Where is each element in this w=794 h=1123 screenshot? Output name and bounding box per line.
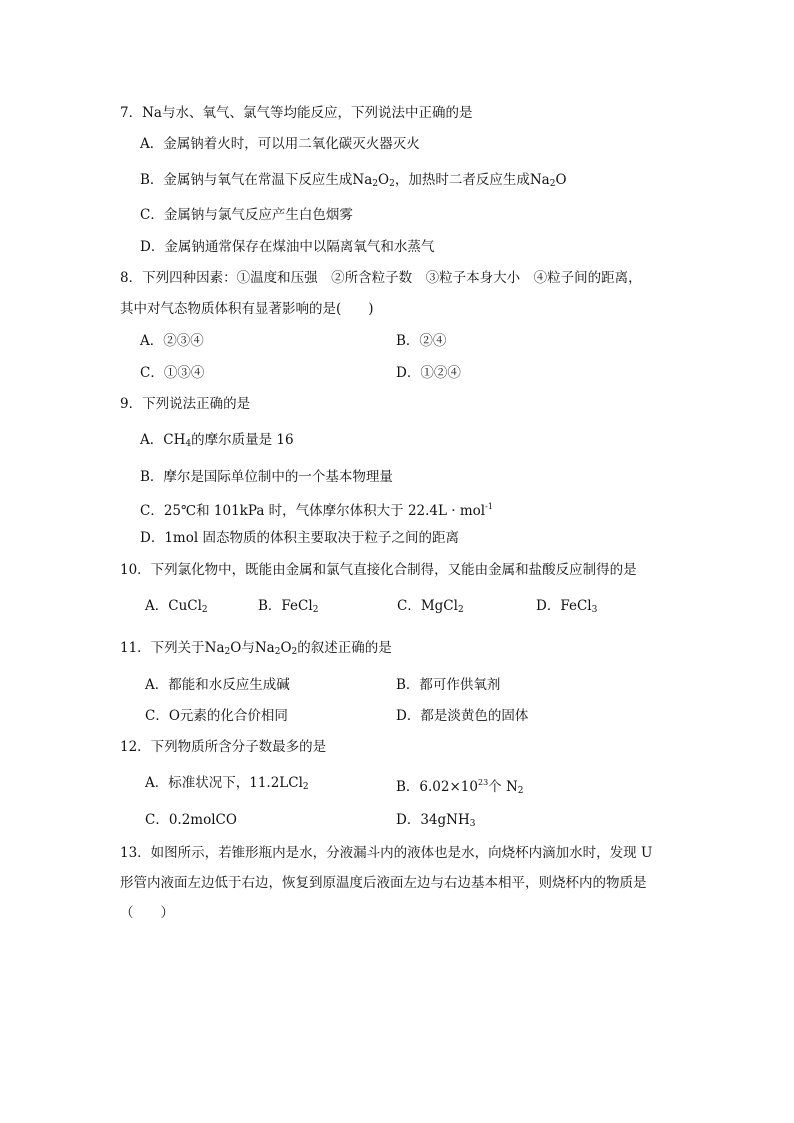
question-10-option-d: D．FeCl$_3$	[536, 598, 598, 615]
question-12-option-b: B．$6.02\times 10^{23}$个 $N_2$	[396, 778, 524, 796]
question-11-stem: 11．下列关于$Na_2O$与$Na_2O_2$的叙述正确的是	[120, 640, 392, 657]
question-11-option-d: D．都是淡黄色的固体	[396, 708, 529, 724]
question-12-option-d: D．34gNH$_3$	[396, 812, 476, 829]
question-9-option-a: A．$CH_4$的摩尔质量是 16	[140, 432, 294, 449]
question-8-option-d: D．①②④	[396, 365, 461, 381]
question-12-stem: 12．下列物质所含分子数最多的是	[120, 739, 327, 755]
question-9-stem: 9．下列说法正确的是	[120, 396, 251, 412]
question-7-option-c: C．金属钠与氯气反应产生白色烟雾	[140, 207, 353, 223]
question-12-option-c: C．0.2molCO	[145, 812, 237, 828]
question-12-option-a: A．标准状况下，11.2LCl$_2$	[145, 775, 309, 792]
question-9-option-c: C．25℃和 101kPa 时，气体摩尔体积大于 22.4L · mol$^{-1}$	[140, 502, 493, 519]
question-10-stem: 10．下列氯化物中，既能由金属和氯气直接化合制得，又能由金属和盐酸反应制得的是	[120, 562, 637, 578]
question-10-option-b: B．FeCl$_2$	[258, 598, 319, 615]
question-7-option-a: A．金属钠着火时，可以用二氧化碳灭火器灭火	[140, 136, 420, 152]
question-9-option-d: D．1mol 固态物质的体积主要取决于粒子之间的距离	[140, 530, 459, 546]
question-8-stem-line2: 其中对气态物质体积有显著影响的是( )	[120, 301, 374, 317]
question-8-option-c: C．①③④	[140, 365, 205, 381]
question-11-option-a: A．都能和水反应生成碱	[145, 677, 290, 693]
question-10-option-a: A．CuCl$_2$	[145, 598, 208, 615]
question-7-option-d: D．金属钠通常保存在煤油中以隔离氧气和水蒸气	[140, 239, 435, 255]
question-10-option-c: C．MgCl$_2$	[397, 598, 464, 615]
question-7-option-b: B．金属钠与氧气在常温下反应生成$Na_2O_2$，加热时二者反应生成$Na_2O$	[140, 172, 567, 189]
question-9-option-b: B．摩尔是国际单位制中的一个基本物理量	[140, 469, 393, 485]
question-8-stem-line1: 8．下列四种因素：①温度和压强 ②所含粒子数 ③粒子本身大小 ④粒子间的距离，	[120, 270, 642, 286]
question-11-option-c: C．O元素的化合价相同	[145, 708, 288, 724]
question-13-stem-line2: 形管内液面左边低于右边，恢复到原温度后液面左边与右边基本相平，则烧杯内的物质是	[120, 875, 647, 891]
question-11-option-b: B．都可作供氧剂	[396, 677, 501, 693]
question-13-stem-line3: （ ）	[120, 905, 174, 921]
question-13-stem-line1: 13．如图所示，若锥形瓶内是水，分液漏斗内的液体也是水，向烧杯内滴加水时，发现 U	[120, 845, 653, 861]
question-8-option-b: B．②④	[396, 333, 447, 349]
question-8-option-a: A．②③④	[140, 333, 204, 349]
question-7-stem: 7．Na与水、氧气、氯气等均能反应，下列说法中正确的是	[120, 105, 473, 121]
